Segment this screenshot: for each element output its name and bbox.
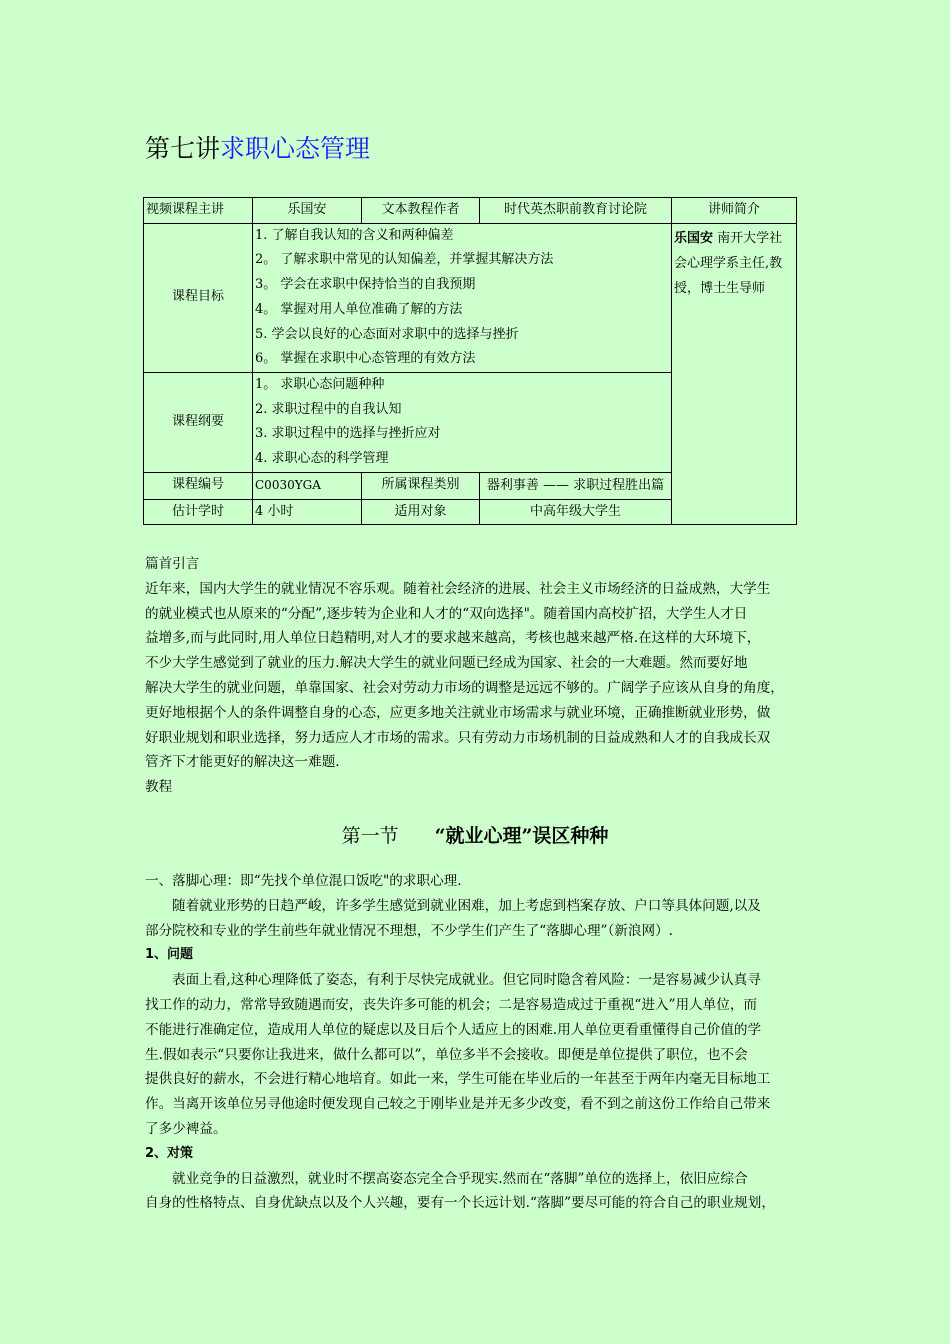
label-audience: 适用对象 — [362, 499, 480, 525]
problem-line: 生.假如表示“只要你让我进来，做什么都可以”，单位多半不会接收。即便是单位提供了职位，也不会 — [145, 1046, 748, 1063]
course-audience: 中高年级大学生 — [480, 499, 672, 525]
problem-line: 表面上看,这种心理降低了姿态，有利于尽快完成就业。但它同时隐含着风险：一是容易减少认真寻 — [172, 972, 761, 989]
problem-line: 了多少裨益。 — [145, 1120, 227, 1137]
outline-item: 1。 求职心态问题种种 — [255, 376, 385, 392]
problem-heading: 1、问题 — [145, 947, 194, 963]
label-category: 所属课程类别 — [362, 472, 480, 499]
label-outline: 课程纲要 — [144, 372, 253, 472]
intro-line: 不少大学生感觉到了就业的压力.解决大学生的就业问题已经成为国家、社会的一大难题。然而要好地 — [145, 655, 748, 672]
point1-heading: 一、落脚心理：即“先找个单位混口饭吃"的求职心理. — [145, 873, 462, 889]
page-title — [145, 133, 370, 165]
intro-heading: 篇首引言 — [145, 556, 200, 572]
point1-line: 随着就业形势的日趋严峻，许多学生感觉到就业困难，加上考虑到档案存放、户口等具体问题,以及 — [172, 897, 761, 914]
problem-line: 作。当离开该单位另寻他途时便发现自己较之于刚毕业是并无多少改变，看不到之前这份工作给自己带来 — [145, 1096, 771, 1113]
intro-line: 益增多,而与此同时,用人单位日趋精明,对人才的要求越来越高，考核也越来越严格.在这样的大环境下， — [145, 630, 761, 647]
lecturer-bio — [672, 223, 797, 525]
intro-line: 好职业规划和职业选择，努力适应人才市场的需求。只有劳动力市场机制的日益成熟和人才的自我成长双 — [145, 729, 771, 746]
section-heading: “就业心理”误区种种 — [434, 825, 609, 847]
bio-name: 乐国安 — [674, 230, 714, 246]
intro-section — [145, 552, 813, 800]
course-hours: 4 小时 — [253, 499, 362, 525]
label-bio: 讲师简介 — [672, 198, 797, 224]
table-row-header — [144, 198, 797, 224]
outline-item: 4. 求职心态的科学管理 — [255, 451, 389, 467]
course-info-table — [143, 197, 797, 525]
course-category: 器利事善 —— 求职过程胜出篇 — [480, 472, 672, 499]
strategy-line: 就业竞争的日益激烈，就业时不摆高姿态完全合乎现实.然而在“落脚”单位的选择上，依旧应综合 — [172, 1170, 748, 1187]
goal-item: 5. 学会以良好的心态面对求职中的选择与挫折 — [255, 326, 519, 342]
intro-line: 近年来，国内大学生的就业情况不容乐观。随着社会经济的进展、社会主义市场经济的日益成熟，大学生 — [145, 580, 771, 597]
problem-line: 提供良好的薪水，不会进行精心地培育。如此一来，学生可能在毕业后的一年甚至于两年内毫无目标地工 — [145, 1071, 771, 1088]
outline-list — [253, 372, 672, 472]
bio-text: 南开大学社会心理学系主任,教授，博士生导师 — [674, 230, 783, 296]
problem-line: 不能进行准确定位，造成用人单位的疑虑以及日后个人适应上的困难.用人单位更看重懂得自己价值的学 — [145, 1021, 762, 1038]
lecturer-name: 乐国安 — [253, 198, 362, 224]
label-code: 课程编号 — [144, 472, 253, 499]
intro-line: 更好地根据个人的条件调整自身的心态，应更多地关注就业市场需求与就业环境，正确推断就业形势，做 — [145, 704, 771, 721]
label-lecturer: 视频课程主讲 — [144, 198, 253, 224]
section-number: 第一节 — [341, 825, 399, 847]
intro-line: 的就业模式也从原来的“分配”,逐步转为企业和人才的“双向选择"。随着国内高校扩招，大学生人才日 — [145, 605, 748, 622]
problem-line: 找工作的动力，常常导致随遇而安，丧失许多可能的机会；二是容易造成过于重视“进入”用人单位，而 — [145, 996, 758, 1013]
goal-item: 2。 了解求职中常见的认知偏差，并掌握其解决方法 — [255, 252, 554, 268]
goals-list — [253, 223, 672, 372]
label-hours: 估计学时 — [144, 499, 253, 525]
goal-item: 1. 了解自我认知的含义和两种偏差 — [255, 227, 454, 243]
title-prefix: 第七讲 — [145, 134, 221, 163]
intro-line: 解决大学生的就业问题，单靠国家、社会对劳动力市场的调整是远远不够的。广阔学子应该从自身的角度， — [145, 679, 784, 696]
label-author: 文本教程作者 — [362, 198, 480, 224]
goal-item: 6。 掌握在求职中心态管理的有效方法 — [255, 351, 476, 367]
author-name: 时代英杰职前教育讨论院 — [480, 198, 672, 224]
outline-item: 3. 求职过程中的选择与挫折应对 — [255, 426, 441, 442]
section-title — [0, 822, 950, 850]
intro-line: 管齐下才能更好的解决这一难题. — [145, 754, 340, 771]
title-highlight: 求职心态管理 — [220, 134, 371, 163]
label-goals: 课程目标 — [144, 223, 253, 372]
outline-item: 2. 求职过程中的自我认知 — [255, 401, 402, 417]
strategy-line: 自身的性格特点、自身优缺点以及个人兴趣，要有一个长远计划.“落脚”要尽可能的符合自己的职业规划， — [145, 1195, 775, 1212]
strategy-heading: 2、对策 — [145, 1145, 194, 1161]
content-section — [145, 869, 813, 1216]
goal-item: 3。 学会在求职中保持恰当的自我预期 — [255, 277, 476, 293]
table-row-goals — [144, 223, 797, 372]
tutorial-label: 教程 — [145, 779, 173, 796]
course-code: C0030YGA — [253, 472, 362, 499]
goal-item: 4。 掌握对用人单位准确了解的方法 — [255, 301, 463, 317]
point1-line: 部分院校和专业的学生前些年就业情况不理想，不少学生们产生了“落脚心理”（新浪网）. — [145, 922, 673, 939]
